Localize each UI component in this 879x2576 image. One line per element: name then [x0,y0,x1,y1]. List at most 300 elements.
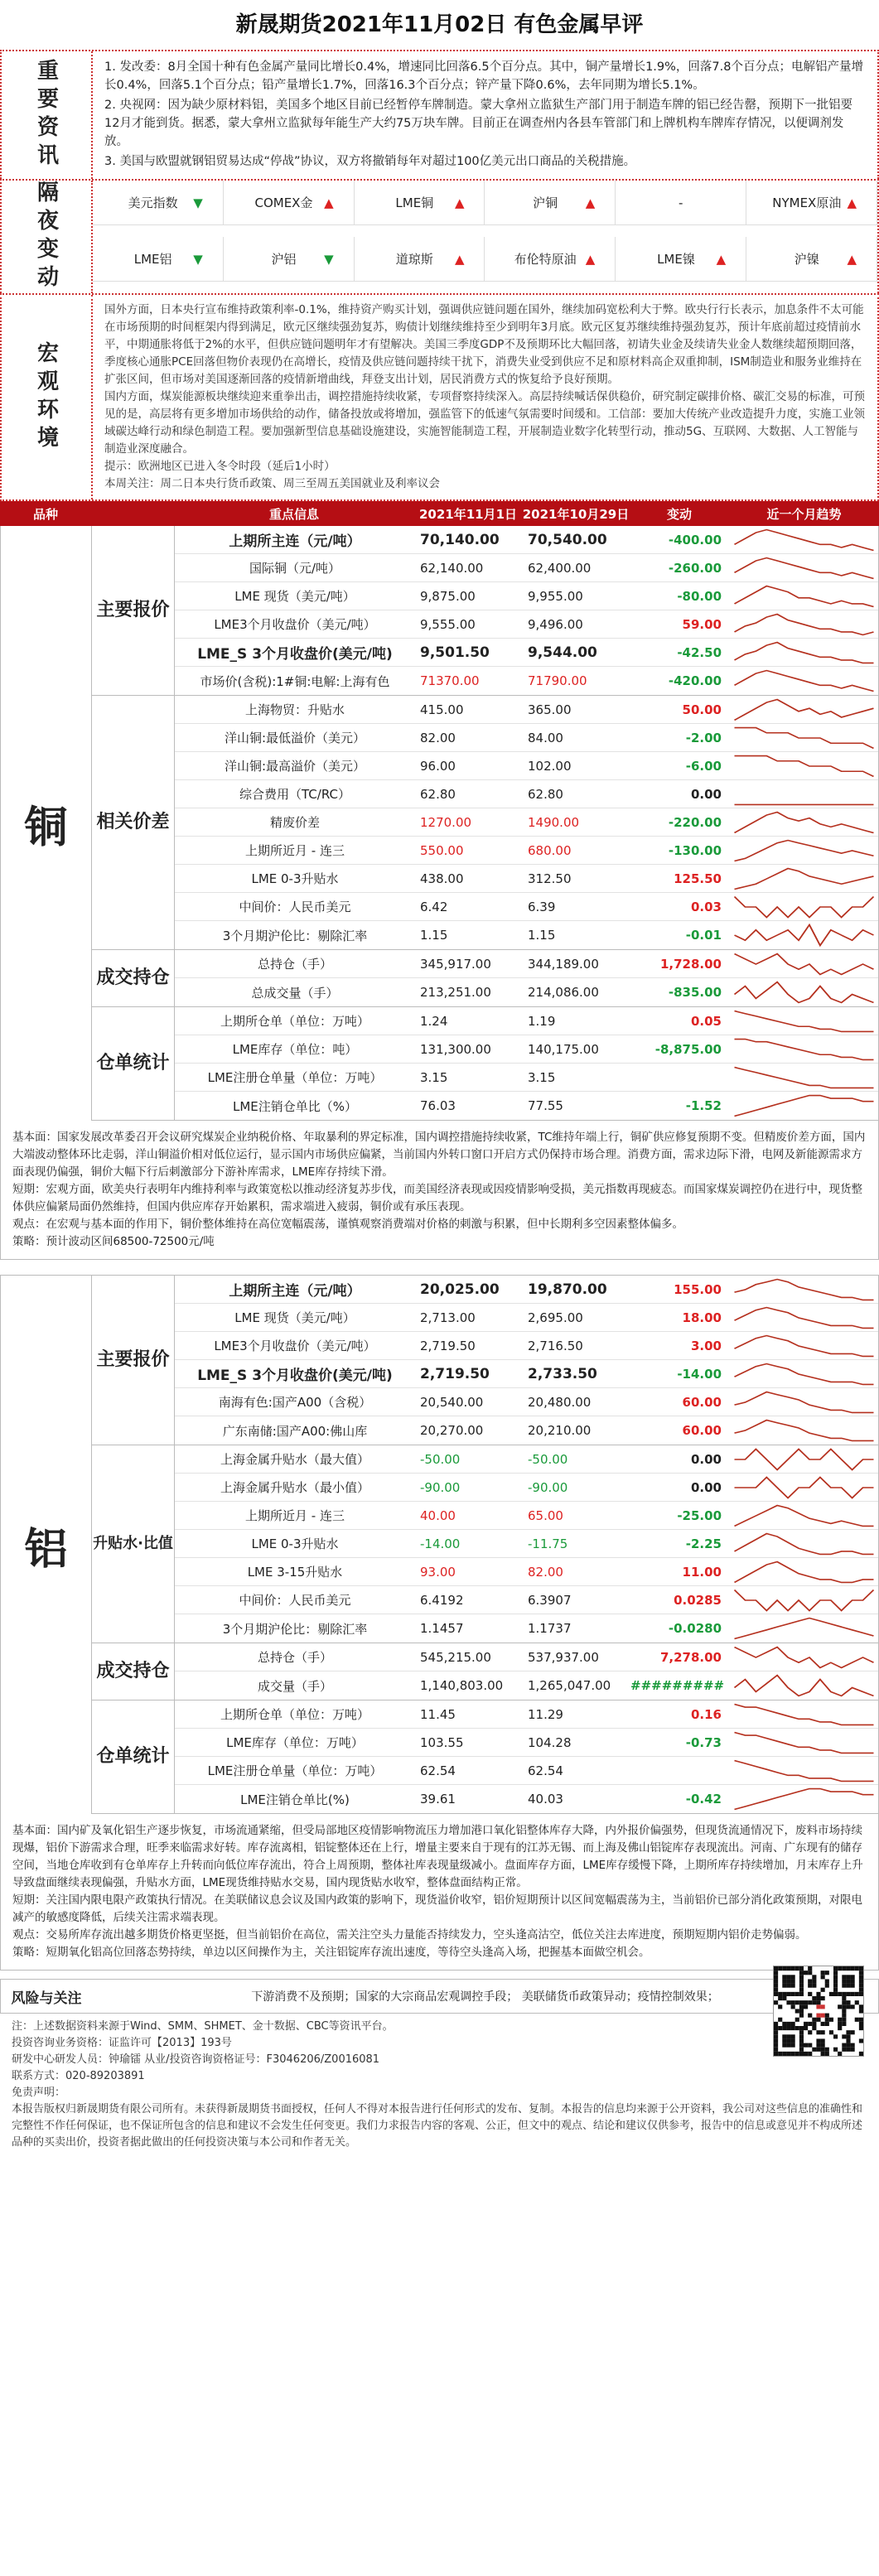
row-change: -835.00 [668,985,722,1000]
trend-sparkline [730,1700,878,1729]
row-value-date2: 9,496.00 [528,616,583,632]
trend-line [735,1618,874,1639]
table-row [175,1332,878,1360]
table-row [175,837,878,865]
row-change: 0.16 [690,1706,722,1722]
trend-sparkline [730,1416,878,1445]
news-body [93,51,877,179]
table-row [175,639,878,667]
trend-sparkline [730,1276,878,1304]
trend-line [735,1011,874,1031]
row-value-date2: -90.00 [528,1479,568,1495]
news-label: 重要资讯 [2,51,93,179]
overnight-name: 美元指数 [128,195,178,210]
row-item: 上海金属升贴水（最小值） [220,1480,369,1495]
trend-line [735,925,874,946]
analysis-paragraph: 短期：宏观方面，欧美央行表明年内维持利率与政策宽松以推动经济复苏步伐，而美国经济表现或因疫情影响受损，美元指数再现疲态。而国家煤炭调控仍在进行中，现货整体供应偏紧局面仍然维持，但国内供应库存开始累积，需求端进入疲弱，铜价或有承压表现。 [12,1183,862,1213]
row-value-date2: 140,175.00 [528,1041,599,1057]
analysis-paragraph: 观点：在宏观与基本面的作用下，铜价整体维持在高位宽幅震荡，谨慎观察消费端对价格的刺激与积累，但中长期利多空因素整体偏多。 [12,1218,683,1231]
table-row [175,921,878,949]
row-change: 0.03 [690,899,722,914]
row-item: LME注销仓单比(%) [240,1792,350,1807]
trend-sparkline [730,1332,878,1360]
header-change: 变动 [666,506,692,522]
group-label: 主要报价 [92,526,175,695]
row-group [92,1276,878,1445]
row-change: -1.52 [685,1098,722,1113]
row-change: -42.50 [677,644,722,660]
row-item: LME库存（单位：万吨） [226,1735,364,1750]
footer-line: 研发中心研发人员：钟瑜镭 从业/投资咨询资格证号：F3046206/Z0016081 [12,2053,380,2066]
table-row [175,865,878,893]
row-change: -80.00 [677,588,722,604]
page-title: 新晟期货2021年11月02日 有色金属早评 [235,12,644,37]
row-value-date2: 19,870.00 [528,1281,607,1298]
row-item: LME 3-15升贴水 [247,1565,343,1580]
row-trend [730,1064,878,1092]
row-group [92,1445,878,1643]
table-row [175,724,878,752]
trend-sparkline [730,1035,878,1064]
row-change: -0.01 [685,928,722,943]
group-rows [175,1007,878,1120]
table-row [175,1304,878,1332]
row-item: LME注册仓单量（单位：万吨） [207,1070,383,1085]
row-item: 上期所主连（元/吨） [229,533,361,550]
row-value-date2: 65.00 [528,1507,563,1523]
macro-label: 宏观环境 [2,295,93,499]
footer-line: 投资咨询业务资格：证监许可【2013】193号 [12,2037,232,2049]
macro-section [0,293,879,501]
row-change: 0.00 [690,1451,722,1467]
trend-sparkline [730,639,878,667]
row-item: 国际铜（元/吨） [249,561,341,576]
trend-line [735,896,874,917]
row-trend [730,610,878,639]
row-value-date1: -90.00 [420,1479,461,1495]
row-trend [730,696,878,724]
row-change: 50.00 [682,702,722,717]
row-group [92,526,878,696]
group-rows [175,1276,878,1445]
row-value-date2: 104.28 [528,1734,572,1750]
trend-sparkline [730,978,878,1006]
row-trend [730,582,878,610]
row-item: LME 现货（美元/吨） [234,1310,355,1325]
table-row [175,1276,878,1304]
group-rows [175,696,878,949]
trend-sparkline [730,1092,878,1120]
trend-line [735,755,874,776]
footer [0,2014,879,2156]
row-item: LME 0-3升贴水 [251,1536,339,1551]
macro-body [93,295,877,499]
group-rows [175,526,878,695]
trend-sparkline [730,780,878,808]
row-value-date2: 2,695.00 [528,1310,583,1325]
row-trend [730,978,878,1006]
analysis-paragraph: 基本面：国内矿及氧化铝生产逐步恢复，市场流通紧缩，但受局部地区疫情影响物流压力增加港口氧化铝整体库存大降，内外报价偏强势，但现货流通情况下，废料市场持续现爆，铝价下游需求合理，旺季来临需求好转。库存流离相，铝锭整体还在上行，增量主要来自于现有的江苏无锡、而上海及佛山铝锭库存表现流出。河南、广东现有的储存空间，当地仓库收到有仓单库存上升转而向低位库存流出，符合上周预期，整体社库表现量级减小。盘面库存方面，LME库存缓慢下降，上期所库存持续增加，月末库存上升导致盘面继续表现偏强，升贴水方面，LME现货维持贴水交易，国内现货贴水收窄，整体盘面结构正常。 [12,1824,863,1889]
analysis-paragraph: 基本面：国家发展改革委召开会议研究煤炭企业纳税价格、年取暴利的界定标准，国内调控措施持续收紧，TC维持年端上行，铜矿供应修复预期不变。但精废价差方面，国内大端波动整体环比走弱，洋山铜溢价相对低位运行，显示国内市场供应偏紧，当前国内外转口窗口开启方式仍保持市场合理。消费方面，需求边际下滑，电网及新能源需求方面表现仍偏强，铜价大幅下行后刺激部分下游补库需求，LME库存持续下滑。 [12,1131,866,1179]
overnight-name: NYMEX原油 [772,195,842,210]
row-trend [730,865,878,893]
overnight-name: LME铝 [133,252,172,267]
arrow-down-icon: ▼ [324,251,334,267]
row-item: 中间价：人民币美元 [239,900,351,914]
trend-line [735,1789,874,1810]
row-value-date2: 11.29 [528,1706,563,1722]
trend-sparkline [730,921,878,949]
row-value-date2: 1,265,047.00 [528,1678,611,1693]
row-trend [730,1700,878,1729]
trend-line [735,1279,874,1300]
trend-sparkline [730,1729,878,1757]
row-value-date2: 1490.00 [528,814,580,830]
trend-line [735,1505,874,1526]
macro-paragraph: 本周关注：周二日本央行货币政策、周三至周五美国就业及利率议会 [104,477,440,490]
news-item: 2. 央视网：因为缺少原材料铝，美国多个地区目前已经暂停车牌制造。蒙大拿州立监狱生产部门用于制造车牌的铝已经告罄，预期下一批铝要12月才能到货。据悉，蒙大拿州立监狱每年能生产大约75万块车牌。目前正在调查州内各县车管部门和上牌机构车牌库存情况，以便调剂发放。 [104,99,852,148]
arrow-up-icon: ▲ [847,195,857,210]
row-change: 1,728.00 [659,956,722,972]
row-change: 7,278.00 [659,1649,722,1665]
row-value-date1: 3.15 [420,1069,448,1085]
row-trend [730,950,878,978]
row-trend [730,752,878,780]
table-row [175,1445,878,1474]
row-trend [730,1416,878,1445]
row-item: 上期所仓单（单位：万吨） [220,1014,369,1029]
trend-line [735,1704,874,1725]
row-item: 广东南储:国产A00:佛山库 [222,1423,368,1439]
table-row [175,1416,878,1445]
row-change: -25.00 [677,1507,722,1523]
row-value-date1: 9,501.50 [420,644,490,661]
row-item: 3个月期沪伦比：剔除汇率 [222,928,368,943]
row-value-date2: 6.39 [528,899,556,914]
trend-sparkline [730,610,878,639]
overnight-cell [616,237,746,282]
table-row [175,893,878,921]
row-value-date2: 62,400.00 [528,560,592,576]
overnight-cell [224,237,355,282]
row-trend [730,1445,878,1474]
row-value-date2: 1.1737 [528,1621,572,1636]
macro-paragraph: 提示：欧洲地区已进入冬令时段（延后1小时） [104,460,336,473]
row-value-date2: 70,540.00 [528,531,607,548]
table-row [175,667,878,695]
analysis-paragraph: 观点：交易所库存流出越多期货价格更坚挺，但当前铝价在高位，需关注空头力量能否持续发力，空头逢高沽空，低位关注去库进度，预期短期内铝价走势偏弱。 [12,1928,807,1942]
trend-sparkline [730,1007,878,1035]
row-item: 总持仓（手） [257,957,332,972]
header-date1: 2021年11月1日 [418,506,518,522]
row-value-date2: 9,955.00 [528,588,583,604]
row-trend [730,1092,878,1120]
row-value-date1: 1.15 [420,928,448,943]
table-row [175,1064,878,1092]
table-row [175,1672,878,1700]
row-trend [730,1388,878,1416]
trend-line [735,840,874,861]
table-row [175,1643,878,1672]
row-item: 总成交量（手） [251,985,339,1001]
row-change: -260.00 [668,560,722,576]
row-change: 155.00 [674,1281,722,1297]
trend-sparkline [730,893,878,921]
group-label: 成交持仓 [92,950,175,1006]
table-row [175,1360,878,1388]
trend-line [735,1533,874,1554]
row-value-date1: 62,140.00 [420,560,484,576]
news-item: 3. 美国与欧盟就钢铝贸易达成“停战”协议，双方将撤销每年对超过100亿美元出口商品的关税措施。 [104,155,636,168]
row-value-date1: 550.00 [420,842,464,858]
row-change: 0.00 [690,786,722,802]
row-trend [730,1643,878,1672]
row-value-date2: 312.50 [528,871,572,886]
trend-line [735,614,874,634]
trend-sparkline [730,1445,878,1474]
copper-rows [92,526,878,1121]
row-value-date1: 1,140,803.00 [420,1678,504,1693]
table-row [175,1502,878,1530]
row-value-date2: 1.15 [528,928,556,943]
trend-sparkline [730,1530,878,1558]
table-row [175,808,878,837]
table-row [175,1614,878,1643]
row-trend [730,1757,878,1785]
row-change: 0.0285 [674,1592,722,1608]
trend-line [735,1363,874,1384]
row-item: 成交量（手） [257,1678,332,1694]
row-value-date2: 6.3907 [528,1592,572,1608]
group-label: 成交持仓 [92,1643,175,1700]
trend-line [735,1732,874,1753]
overnight-cell [485,237,616,282]
trend-sparkline [730,1474,878,1502]
aluminum-block [0,1275,879,1814]
overnight-name: LME铜 [395,195,434,210]
trend-line [735,982,874,1003]
row-change: -0.73 [685,1734,722,1750]
trend-line [735,1477,874,1498]
trend-sparkline [730,950,878,978]
row-value-date2: 3.15 [528,1069,556,1085]
analysis-paragraph: 短期：关注国内限电限产政策执行情况。在美联储议息会议及国内政策的影响下，现货溢价收窄，铝价短期预计以区间宽幅震荡为主，当前铝价已部分消化政策预期，对限电减产的敏感度降低，后续关注需求端表现。 [12,1893,862,1924]
row-value-date2: 62.80 [528,786,563,802]
table-row [175,610,878,639]
row-change: -130.00 [668,842,722,858]
row-trend [730,837,878,865]
row-value-date2: 365.00 [528,702,572,717]
row-group [92,1643,878,1700]
group-label: 主要报价 [92,1276,175,1445]
row-value-date1: 62.80 [420,786,456,802]
row-value-date1: 345,917.00 [420,956,491,972]
row-change: 60.00 [682,1394,722,1410]
overnight-cell [485,181,616,225]
row-change: 18.00 [682,1310,722,1325]
row-value-date2: 2,733.50 [528,1365,597,1382]
row-trend [730,667,878,695]
row-value-date2: 84.00 [528,730,563,745]
table-row [175,696,878,724]
row-value-date1: 76.03 [420,1098,456,1113]
row-trend [730,1304,878,1332]
row-value-date2: 9,544.00 [528,644,597,661]
overnight-cell [355,237,485,282]
table-row [175,780,878,808]
row-item: 洋山铜:最高溢价（美元） [224,759,366,774]
news-section [0,50,879,179]
header-category: 品种 [32,506,58,522]
row-value-date2: 1.19 [528,1013,556,1029]
trend-sparkline [730,554,878,582]
row-value-date1: 62.54 [420,1763,456,1778]
row-change: -2.00 [685,730,722,745]
arrow-up-icon: ▲ [454,195,465,210]
row-value-date2: 344,189.00 [528,956,599,972]
footer-line: 联系方式：020-89203891 [12,2070,145,2082]
row-trend [730,1614,878,1643]
group-rows [175,1445,878,1643]
overnight-cell [746,237,877,282]
row-item: 上海物贸：升贴水 [244,702,345,717]
row-value-date1: 6.42 [420,899,448,914]
row-value-date1: 40.00 [420,1507,456,1523]
table-row [175,1757,878,1785]
trend-sparkline [730,696,878,724]
row-item: 上期所主连（元/吨） [229,1283,361,1300]
overnight-name: 布伦特原油 [514,252,577,267]
row-value-date2: -11.75 [528,1536,568,1551]
trend-line [735,557,874,578]
trend-sparkline [730,752,878,780]
overnight-name: 沪铜 [533,195,558,210]
trend-line [735,1647,874,1667]
macro-paragraph: 国内方面，煤炭能源板块继续迎来重拳出击，调控措施持续收紧，专项督察持续深入。高层持续喊话保供稳价，研究制定碳排价格、碳汇交易的标准，可预见的是，高层将有更多增加市场供给的动作，储备投放或将增加，强监管下的低速气氛需要时间缓和。工信部：要加大传统产业改造提升力度，实施工业领域碳达峰行动和绿色制造工程。要加强新型信息基础设施建设，实施智能制造工程，开展制造业数字化转型行动，推动5G、互联网、大数据、人工智能与制造业深度融合。 [104,390,865,456]
overnight-cell [746,181,877,225]
row-change: 0.05 [690,1013,722,1029]
row-value-date1: 6.4192 [420,1592,464,1608]
row-change: 125.50 [674,871,722,886]
row-value-date2: 82.00 [528,1564,563,1580]
row-value-date1: 1270.00 [420,814,472,830]
trend-sparkline [730,1672,878,1700]
trend-line [735,1335,874,1356]
overnight-label: 隔夜变动 [2,181,93,293]
row-trend [730,893,878,921]
row-value-date2: 62.54 [528,1763,563,1778]
overnight-name: COMEX金 [254,195,313,210]
footer-line: 本报告版权归新晟期货有限公司所有。未获得新晟期货书面授权，任何人不得对本报告进行任何形式的发布、复制。本报告的信息均来源于公开资料，我公司对这些信息的准确性和完整性不作任何保证，也不保证所包含的信息和建议不会发生任何变更。我们力求报告内容的客观、公正，但文中的观点、结论和建议仅供参考，报告中的信息或意见并不构成所述品种的买卖出价，投资者据此做出的任何投资决策与本公司和作者无关。 [12,2103,863,2149]
row-value-date2: 2,716.50 [528,1338,583,1353]
copper-analysis [0,1121,879,1260]
aluminum-name: 铝 [1,1276,92,1814]
row-item: 上期所仓单（单位：万吨） [220,1707,369,1722]
footer-line: 注：上述数据资料来源于Wind、SMM、SHMET、金十数据、CBC等资讯平台。 [12,2020,394,2033]
row-item: 上期所近月 - 连三 [245,1508,345,1523]
header-item: 重点信息 [268,506,319,522]
trend-line [735,1096,874,1117]
table-row [175,554,878,582]
table-row [175,752,878,780]
trend-line [735,727,874,748]
row-value-date1: 39.61 [420,1792,456,1807]
table-row [175,1558,878,1586]
row-change: -6.00 [685,758,722,774]
overnight-cell [93,237,224,282]
trend-sparkline [730,1785,878,1813]
overnight-cell [224,181,355,225]
arrow-up-icon: ▲ [847,251,857,267]
overnight-name: - [679,195,683,210]
row-value-date1: 2,719.50 [420,1365,490,1382]
table-row [175,1700,878,1729]
trend-sparkline [730,808,878,837]
row-trend [730,526,878,554]
table-row [175,1474,878,1502]
trend-sparkline [730,1586,878,1614]
row-item: LME 现货（美元/吨） [234,589,355,604]
row-value-date1: 71370.00 [420,673,480,688]
row-trend [730,1729,878,1757]
row-trend [730,1474,878,1502]
row-trend [730,1672,878,1700]
table-row [175,1007,878,1035]
row-value-date1: -14.00 [420,1536,461,1551]
row-trend [730,1332,878,1360]
table-header [0,501,879,526]
group-rows [175,1643,878,1700]
row-trend [730,1035,878,1064]
arrow-down-icon: ▼ [193,195,203,210]
row-value-date2: -50.00 [528,1451,568,1467]
row-value-date2: 20,480.00 [528,1394,592,1410]
row-trend [730,780,878,808]
row-item: 总持仓（手） [257,1650,332,1665]
row-value-date1: 1.1457 [420,1621,464,1636]
footer-line: 免责声明： [12,2086,66,2099]
row-value-date1: 9,875.00 [420,588,476,604]
row-value-date1: 545,215.00 [420,1649,491,1665]
analysis-paragraph: 策略：预计波动区间68500-72500元/吨 [12,1235,215,1248]
risk-section [0,1979,879,2014]
row-trend [730,639,878,667]
risk-label: 风险与关注 [11,1990,82,2007]
row-value-date2: 537,937.00 [528,1649,599,1665]
arrow-up-icon: ▲ [585,251,596,267]
aluminum-analysis [0,1814,879,1971]
arrow-down-icon: ▼ [193,251,203,267]
row-value-date1: 131,300.00 [420,1041,491,1057]
overnight-section [0,179,879,293]
trend-line [735,1760,874,1781]
row-group [92,1700,878,1814]
trend-line [735,1561,874,1582]
qr-code-icon [773,1966,864,2057]
row-change: -400.00 [668,532,722,548]
trend-line [735,868,874,889]
row-trend [730,808,878,837]
row-trend [730,921,878,949]
trend-sparkline [730,1614,878,1643]
arrow-up-icon: ▲ [454,251,465,267]
row-trend [730,724,878,752]
row-value-date2: 77.55 [528,1098,563,1113]
trend-sparkline [730,1558,878,1586]
row-value-date1: 415.00 [420,702,464,717]
row-trend [730,1785,878,1813]
row-item: 中间价：人民币美元 [239,1593,351,1608]
